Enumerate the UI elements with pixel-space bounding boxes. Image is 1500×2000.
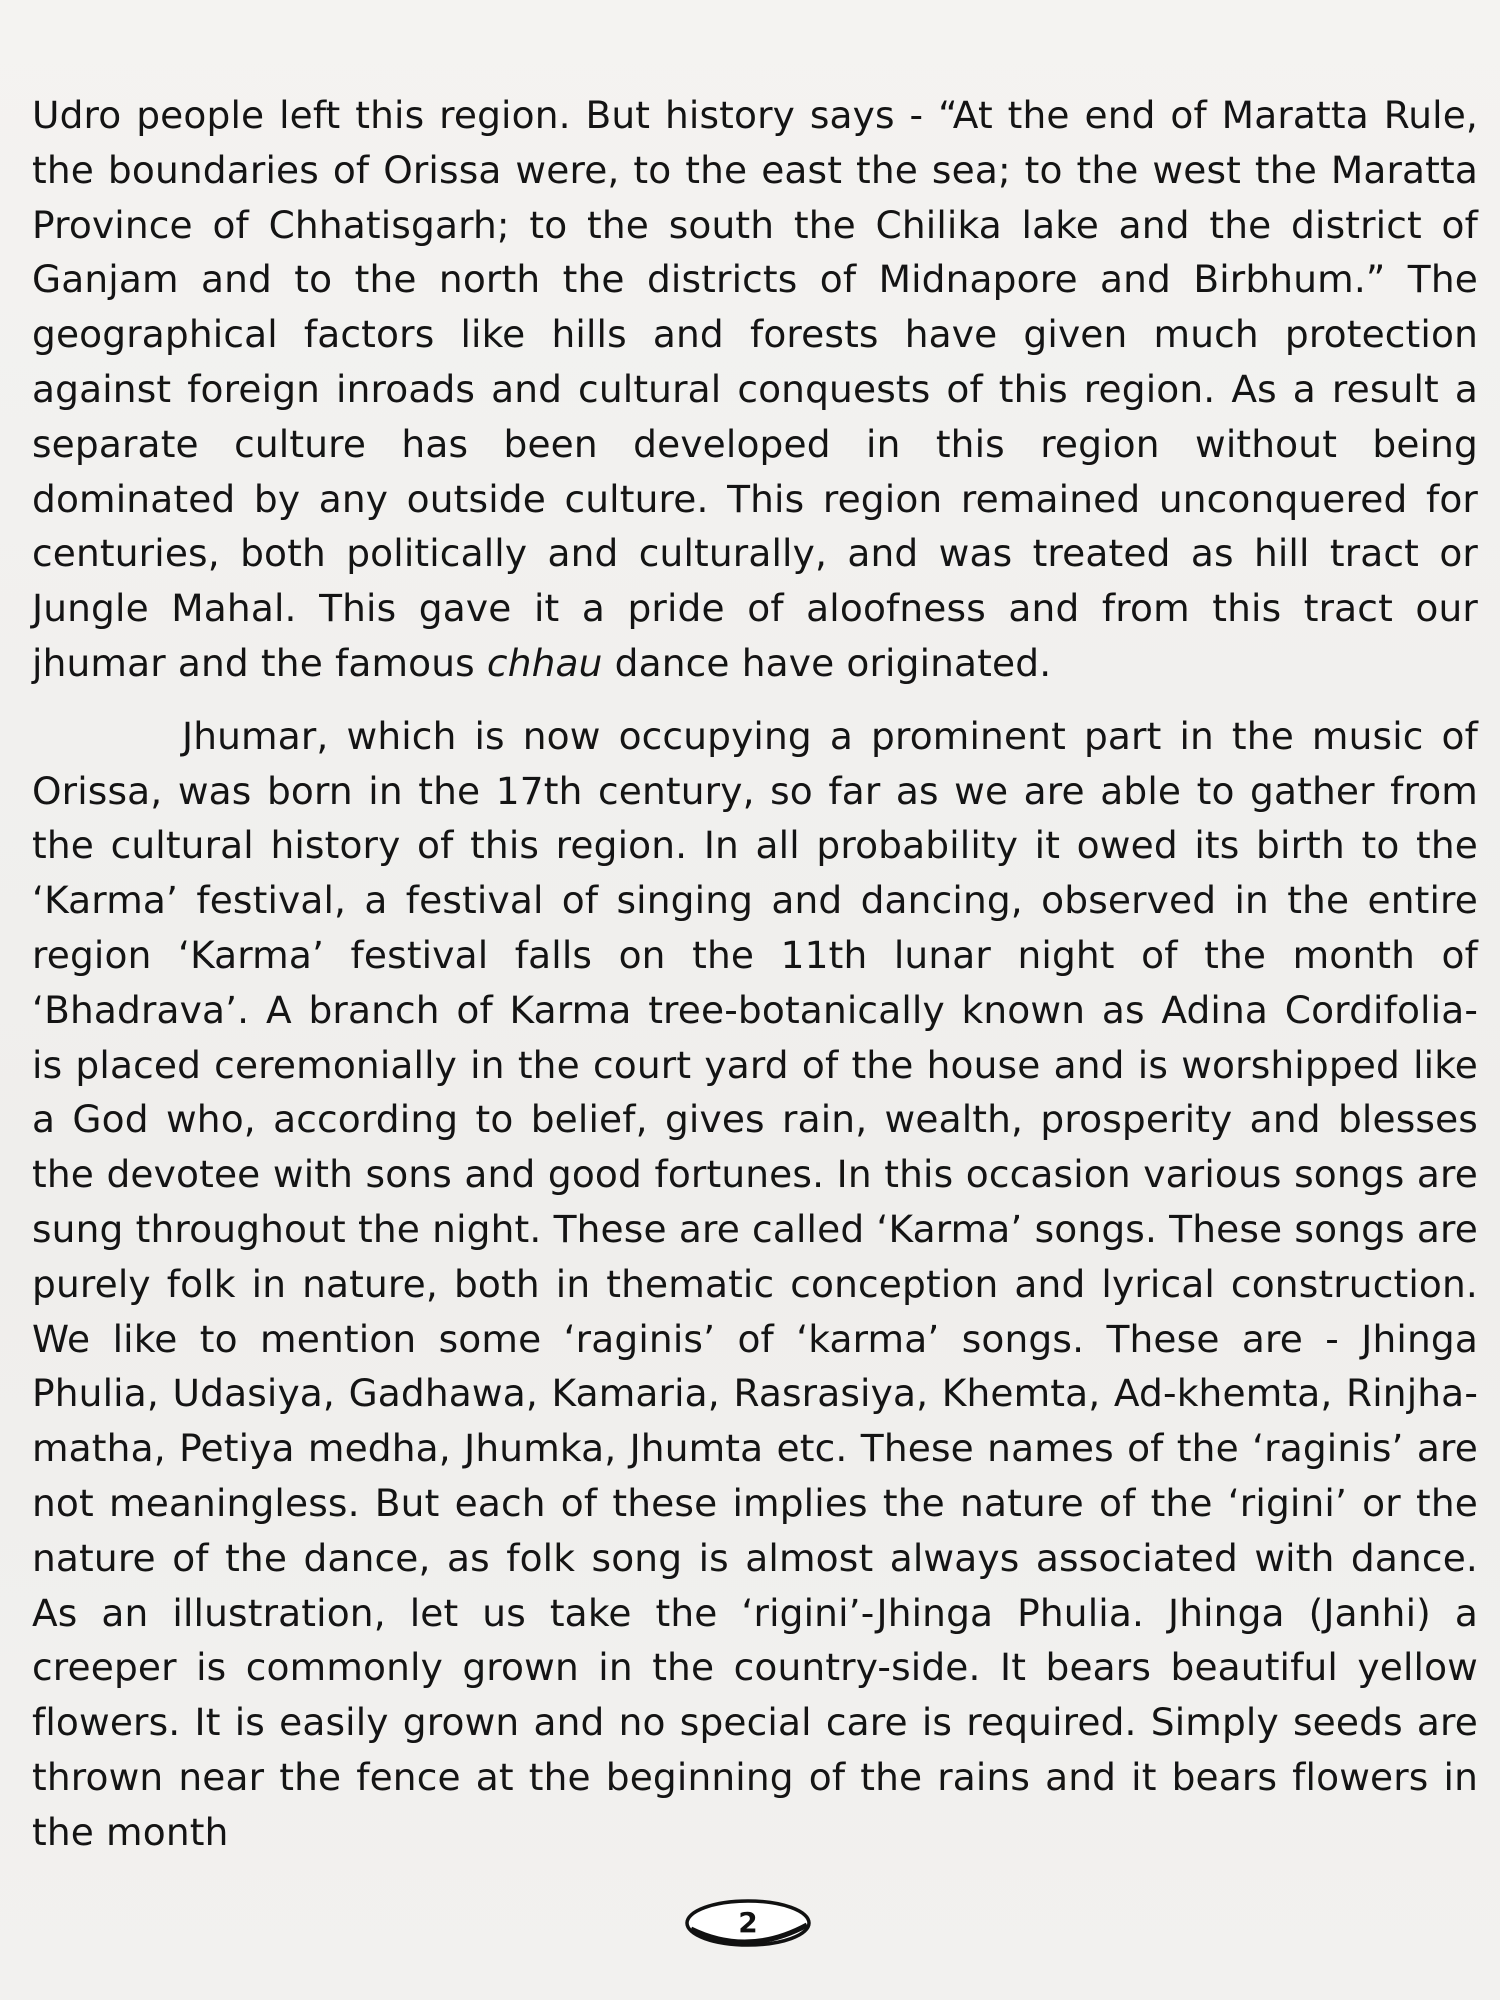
chhau-italic-term: chhau xyxy=(486,640,603,685)
paragraph-2 xyxy=(32,709,1478,1860)
body-text xyxy=(32,88,1478,1860)
paragraph-2-text: Jhumar, which is now occupying a prominent part in the music of Orissa, was born in the 17th century, so far as we are able to gather from the cultural history of this region. In all probability it owed its birth to the ‘Karma’ festival, a festival of singing and dancing, observed in the entire region ‘Karma’ festival falls on the 11th lunar night of the month of ‘Bhadrava’. A branch of Karma tree-botanically known as Adina Cordifolia- is placed ceremonially in the court yard of the house and is worshipped like a God who, according to belief, gives rain, wealth, prosperity and blesses the devotee with sons and good fortunes. In this occasion various songs are sung throughout the night. These are called ‘Karma’ songs. These songs are purely folk in nature, both in thematic conception and lyrical construction. We like to mention some ‘raginis’ of ‘karma’ songs. These are - Jhinga Phulia, Udasiya, Gadhawa, Kamaria, Rasrasiya, Khemta, Ad-khemta, Rinjha-matha, Petiya medha, Jhumka, Jhumta etc. These names of the ‘raginis’ are not meaningless. But each of these implies the nature of the ‘rigini’ or the nature of the dance, as folk song is almost always associated with dance. As an illustration, let us take the ‘rigini’-Jhinga Phulia. Jhinga (Janhi) a creeper is commonly grown in the country-side. It bears beautiful yellow flowers. It is easily grown and no special care is required. Simply seeds are thrown near the fence at the beginning of the rains and it bears flowers in the month xyxy=(32,713,1478,1854)
paragraph-1-text-b: dance have originated. xyxy=(602,640,1052,685)
paragraph-1-text-a: Udro people left this region. But history says - “At the end of Maratta Rule, the boundaries of Orissa were, to the east the sea; to the west the Maratta Province of Chhatisgarh; to the south the Chilika lake and the district of Ganjam and to the north the districts of Midnapore and Birbhum.” The geographical factors like hills and forests have given much protection against foreign inroads and cultural conquests of this region. As a result a separate culture has been developed in this region without being dominated by any outside culture. This region remained unconquered for centuries, both politically and culturally, and was treated as hill tract or Jungle Mahal. This gave it a pride of aloofness and from this tract our jhumar and the famous xyxy=(32,93,1478,685)
page-number-badge xyxy=(683,1895,813,1951)
paragraph-1 xyxy=(32,88,1478,691)
page-number: 2 xyxy=(738,1906,758,1939)
